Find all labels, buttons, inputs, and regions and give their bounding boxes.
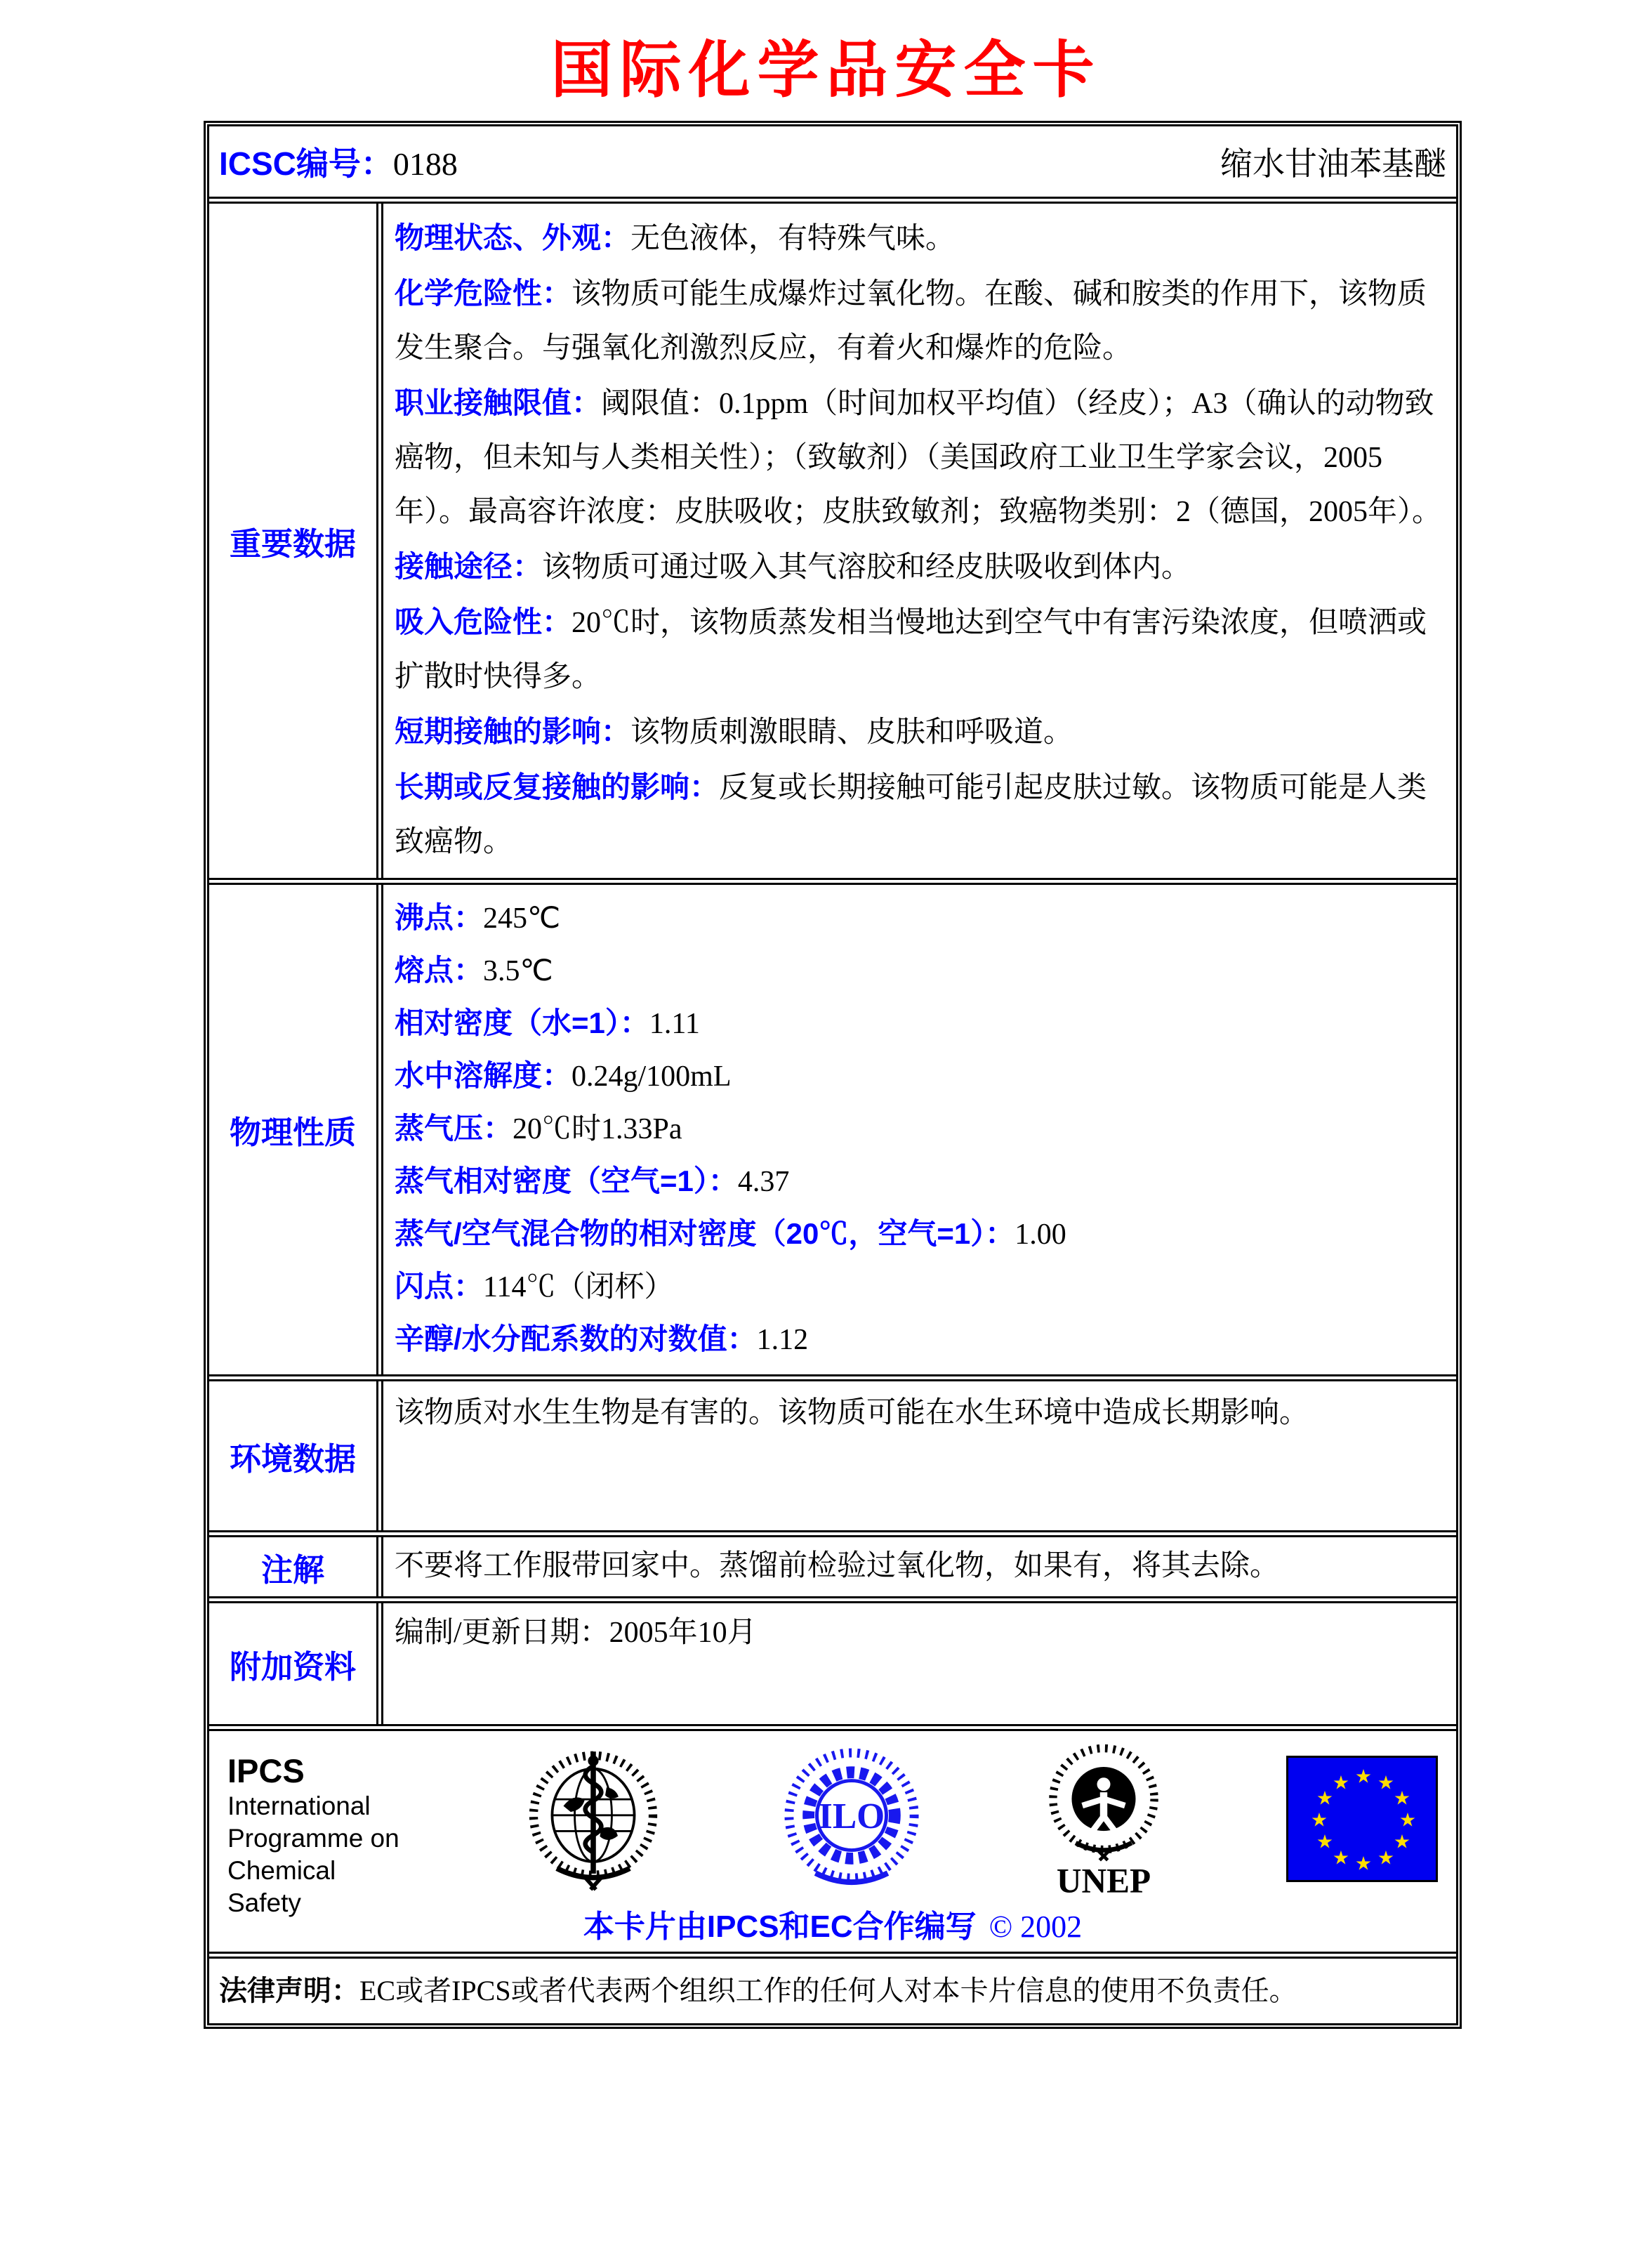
physical-item-boiling-point: 沸点：245℃ <box>395 901 561 935</box>
ilo-logo-svg <box>782 1744 921 1894</box>
who-logo-svg <box>527 1741 660 1897</box>
icsc-number-value: 0188 <box>392 146 458 182</box>
eu-star: ★ <box>1354 1766 1373 1788</box>
legal-row <box>209 1952 1456 2023</box>
important-item-short-term-effects: 短期接触的影响：该物质刺激眼睛、皮肤和呼吸道。 <box>395 715 1073 749</box>
header-row <box>209 126 1456 197</box>
eu-star: ★ <box>1399 1809 1417 1832</box>
important-item-long-term-effects: 长期或反复接触的影响：反复或长期接触可能引起皮肤过敏。该物质可能是人类致癌物。 <box>395 770 1427 858</box>
ipcs-text-block <box>227 1741 404 1919</box>
chemical-name: 缩水甘油苯基醚 <box>1220 146 1446 182</box>
section-label-physical-properties: 物理性质 <box>209 885 383 1374</box>
eu-star: ★ <box>1393 1831 1411 1853</box>
eu-star: ★ <box>1310 1809 1328 1832</box>
svg-text:ILO: ILO <box>818 1796 885 1836</box>
section-content-physical-properties <box>383 885 1456 1374</box>
logo-strip <box>227 1741 1438 1917</box>
page-title: 国际化学品安全卡 <box>550 37 1102 105</box>
important-item-exposure-limits: 职业接触限值：阈限值：0.1ppm（时间加权平均值）（经皮）；A3（确认的动物致癌物，但未知与人类相关性）；（致敏剂）（美国政府工业卫生学家会议，2005年）。最高容许浓度：皮肤吸收；皮肤致敏剂；致癌物类别：2（德国，2005年）。 <box>395 386 1442 528</box>
eu-flag-icon <box>1286 1756 1438 1882</box>
icsc-number-label: ICSC编号： <box>219 145 393 182</box>
physical-item-flash-point: 闪点：114℃（闭杯） <box>395 1270 674 1303</box>
section-row-physical-properties <box>209 878 1456 1374</box>
section-content-important-data <box>383 204 1456 878</box>
eu-star: ★ <box>1393 1787 1411 1810</box>
svg-text:UNEP: UNEP <box>1056 1861 1151 1896</box>
legal-label: 法律声明： <box>219 1975 359 2006</box>
section-row-notes <box>209 1530 1456 1596</box>
environmental-data-text: 该物质对水生生物是有害的。该物质可能在水生环境中造成长期影响。 <box>395 1397 1309 1429</box>
section-label-environmental-data: 环境数据 <box>209 1381 383 1530</box>
eu-star: ★ <box>1316 1787 1334 1810</box>
ipcs-name: IPCS <box>227 1752 305 1789</box>
credit-text: 本卡片由IPCS和EC合作编写 <box>583 1909 977 1944</box>
important-item-chemical-danger: 化学危险性：该物质可能生成爆炸过氧化物。在酸、碱和胺类的作用下，该物质发生聚合。与强氧化剂激烈反应，有着火和爆炸的危险。 <box>395 277 1427 364</box>
ipcs-line-1: International <box>227 1791 371 1820</box>
physical-item-octanol-water-partition: 辛醇/水分配系数的对数值：1.12 <box>395 1322 809 1356</box>
ipcs-line-3: Chemical Safety <box>227 1856 336 1917</box>
important-item-exposure-routes: 接触途径：该物质可通过吸入其气溶胶和经皮肤吸收到体内。 <box>395 550 1191 584</box>
legal-text: EC或者IPCS或者代表两个组织工作的任何人对本卡片信息的使用不负责任。 <box>359 1975 1297 2006</box>
eu-star: ★ <box>1332 1772 1350 1794</box>
eu-star: ★ <box>1316 1831 1334 1853</box>
physical-item-vapor-pressure: 蒸气压：20℃时1.33Pa <box>395 1112 682 1145</box>
physical-item-vapor-air-mixture-density: 蒸气/空气混合物的相对密度（20℃，空气=1）：1.00 <box>395 1217 1066 1251</box>
important-item-inhalation-risk: 吸入危险性：20℃时，该物质蒸发相当慢地达到空气中有害污染浓度，但喷洒或扩散时快得多。 <box>395 605 1427 693</box>
notes-text: 不要将工作服带回家中。蒸馏前检验过氧化物，如果有，将其去除。 <box>395 1550 1280 1582</box>
section-content-notes <box>383 1537 1456 1596</box>
who-logo-icon <box>527 1741 660 1897</box>
credit-line <box>227 1901 1438 1946</box>
section-content-additional-info <box>383 1603 1456 1724</box>
section-label-important-data: 重要数据 <box>209 204 383 878</box>
physical-item-relative-density: 相对密度（水=1）：1.11 <box>395 1006 700 1040</box>
ipcs-line-2: Programme on <box>227 1824 399 1853</box>
additional-info-text: 编制/更新日期：2005年10月 <box>395 1617 757 1649</box>
copyright-text: © 2002 <box>989 1909 1083 1944</box>
section-label-notes: 注解 <box>209 1537 383 1596</box>
eu-star: ★ <box>1332 1847 1350 1869</box>
important-item-physical-state: 物理状态、外观：无色液体，有特殊气味。 <box>395 221 956 255</box>
physical-item-melting-point: 熔点：3.5℃ <box>395 954 553 987</box>
section-row-additional-info <box>209 1596 1456 1724</box>
eu-star: ★ <box>1377 1772 1395 1794</box>
icsc-number-group <box>219 138 458 185</box>
eu-star: ★ <box>1377 1847 1395 1869</box>
section-content-environmental-data <box>383 1381 1456 1530</box>
unep-logo-icon <box>1043 1742 1164 1896</box>
section-label-additional-info: 附加资料 <box>209 1603 383 1724</box>
safety-card-table <box>204 121 1462 2029</box>
eu-star: ★ <box>1354 1853 1373 1875</box>
physical-item-water-solubility: 水中溶解度：0.24g/100mL <box>395 1059 732 1093</box>
ilo-logo-icon <box>782 1744 921 1894</box>
unep-logo-svg <box>1043 1742 1164 1896</box>
section-row-environmental-data <box>209 1374 1456 1530</box>
logos-row <box>209 1724 1456 1952</box>
physical-item-vapor-relative-density: 蒸气相对密度（空气=1）：4.37 <box>395 1164 790 1198</box>
section-row-important-data <box>209 197 1456 878</box>
